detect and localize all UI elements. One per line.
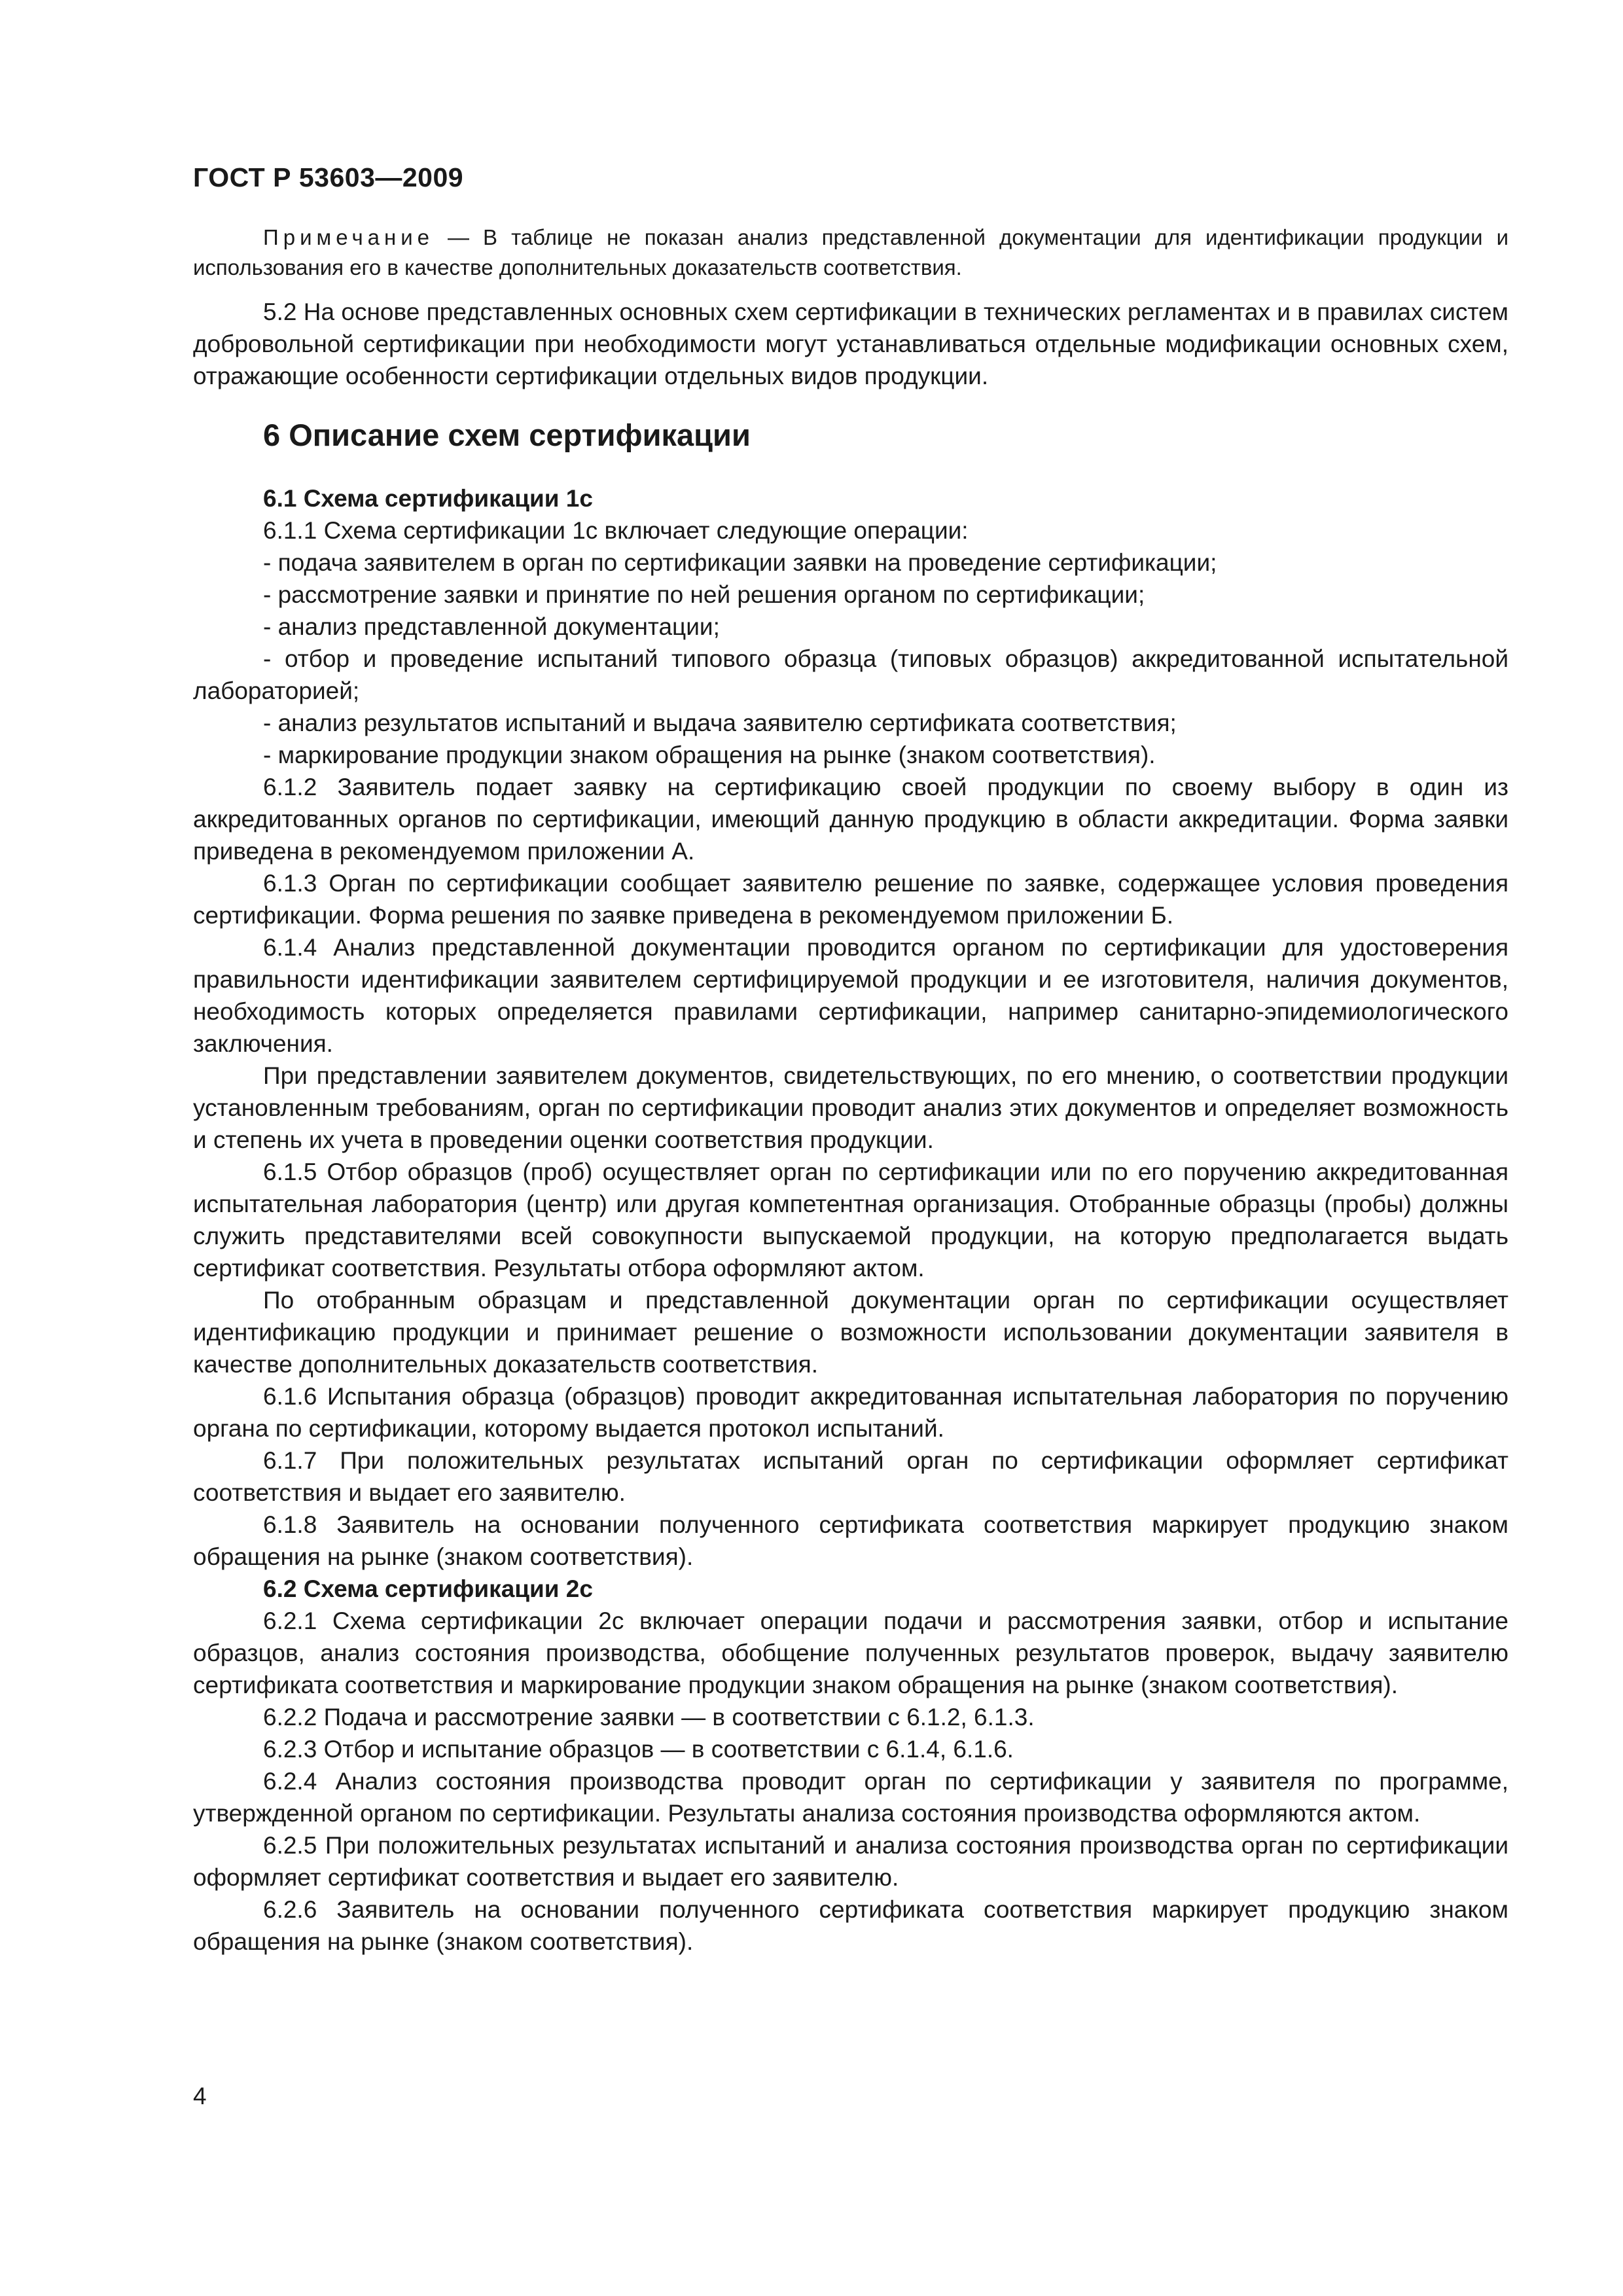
- paragraph-6-1-4-continued: При представлении заявителем документов, свидетельствующих, по его мнению, о соответствии продукции установленным требованиям, орган по сертификации проводит анализ этих документов и определяет возможность и степень их учета в проведении оценки соответствия продукции.: [193, 1062, 1508, 1153]
- paragraph-6-2-4: 6.2.4 Анализ состояния производства проводит орган по сертификации у заявителя по программе, утвержденной органом по сертификации. Результаты анализа состояния производства оформляются актом.: [193, 1768, 1508, 1827]
- document-body: [193, 223, 1508, 1958]
- section-6-title: 6 Описание схем сертификации: [263, 418, 751, 452]
- paragraph-6-1-6: 6.1.6 Испытания образца (образцов) проводит аккредитованная испытательная лаборатория по поручению органа по сертификации, которому выдается протокол испытаний.: [193, 1383, 1508, 1442]
- note-text: — В таблице не показан анализ представленной документации для идентификации продукции и использования его в качестве дополнительных доказательств соответствия.: [193, 225, 1508, 279]
- paragraph-6-1-1: 6.1.1 Схема сертификации 1с включает следующие операции:: [263, 517, 969, 544]
- paragraph-6-2-1: 6.2.1 Схема сертификации 2с включает операции подачи и рассмотрения заявки, отбор и испытание образцов, анализ состояния производства, обобщение полученных результатов проверок, выдачу заявителю сертификата соответствия и маркирование продукции знаком обращения на рынке (знаком соответствия).: [193, 1607, 1508, 1698]
- paragraph-6-1-7: 6.1.7 При положительных результатах испытаний орган по сертификации оформляет сертификат соответствия и выдает его заявителю.: [193, 1447, 1508, 1506]
- paragraph-6-2-3: 6.2.3 Отбор и испытание образцов — в соответствии с 6.1.4, 6.1.6.: [263, 1736, 1014, 1763]
- list-item: - анализ представленной документации;: [263, 613, 720, 640]
- paragraph-6-1-3: 6.1.3 Орган по сертификации сообщает заявителю решение по заявке, содержащее условия проведения сертификации. Форма решения по заявке приведена в рекомендуемом приложении Б.: [193, 870, 1508, 929]
- note-paragraph: [193, 223, 1508, 283]
- document-header: ГОСТ Р 53603—2009: [193, 162, 464, 192]
- operations-list: [193, 547, 1508, 771]
- list-item: - анализ результатов испытаний и выдача заявителю сертификата соответствия;: [263, 709, 1177, 736]
- paragraph-6-2-6: 6.2.6 Заявитель на основании полученного сертификата соответствия маркирует продукцию знаком обращения на рынке (знаком соответствия).: [193, 1896, 1508, 1955]
- list-item: - рассмотрение заявки и принятие по ней решения органом по сертификации;: [263, 581, 1145, 608]
- paragraph-6-1-8: 6.1.8 Заявитель на основании полученного сертификата соответствия маркирует продукцию знаком обращения на рынке (знаком соответствия).: [193, 1511, 1508, 1570]
- paragraph-6-1-4: 6.1.4 Анализ представленной документации проводится органом по сертификации для удостоверения правильности идентификации заявителем сертифицируемой продукции и ее изготовителя, наличия документов, необходимость которых определяется правилами сертификации, например санитарно-эпидемиологического заключения.: [193, 934, 1508, 1057]
- list-item: - отбор и проведение испытаний типового образца (типовых образцов) аккредитованной испытательной лабораторией;: [193, 645, 1508, 704]
- page-number: 4: [193, 2083, 207, 2109]
- paragraph-5-2: 5.2 На основе представленных основных схем сертификации в технических регламентах и в правилах систем добровольной сертификации при необходимости могут устанавливаться отдельные модификации основных схем, отражающие особенности сертификации отдельных видов продукции.: [193, 298, 1508, 389]
- paragraph-6-2-2: 6.2.2 Подача и рассмотрение заявки — в соответствии с 6.1.2, 6.1.3.: [263, 1704, 1035, 1731]
- paragraph-6-2-5: 6.2.5 При положительных результатах испытаний и анализа состояния производства орган по сертификации оформляет сертификат соответствия и выдает его заявителю.: [193, 1832, 1508, 1891]
- paragraph-6-1-2: 6.1.2 Заявитель подает заявку на сертификацию своей продукции по своему выбору в один из аккредитованных органов по сертификации, имеющий данную продукцию в области аккредитации. Форма заявки приведена в рекомендуемом приложении А.: [193, 774, 1508, 865]
- list-item: - маркирование продукции знаком обращения на рынке (знаком соответствия).: [263, 742, 1156, 768]
- list-item: - подача заявителем в орган по сертификации заявки на проведение сертификации;: [263, 549, 1217, 576]
- note-label: Примечание: [263, 225, 435, 249]
- subsection-6-1-title: 6.1 Схема сертификации 1с: [263, 485, 593, 512]
- subsection-6-2-title: 6.2 Схема сертификации 2с: [263, 1575, 593, 1602]
- paragraph-6-1-5-continued: По отобранным образцам и представленной документации орган по сертификации осуществляет идентификацию продукции и принимает решение о возможности использовании документации заявителя в качестве дополнительных доказательств соответствия.: [193, 1287, 1508, 1378]
- paragraph-6-1-5: 6.1.5 Отбор образцов (проб) осуществляет орган по сертификации или по его поручению аккредитованная испытательная лаборатория (центр) или другая компетентная организация. Отобранные образцы (пробы) должны служить представителями всей совокупности выпускаемой продукции, на которую предполагается выдать сертификат соответствия. Результаты отбора оформляют актом.: [193, 1158, 1508, 1282]
